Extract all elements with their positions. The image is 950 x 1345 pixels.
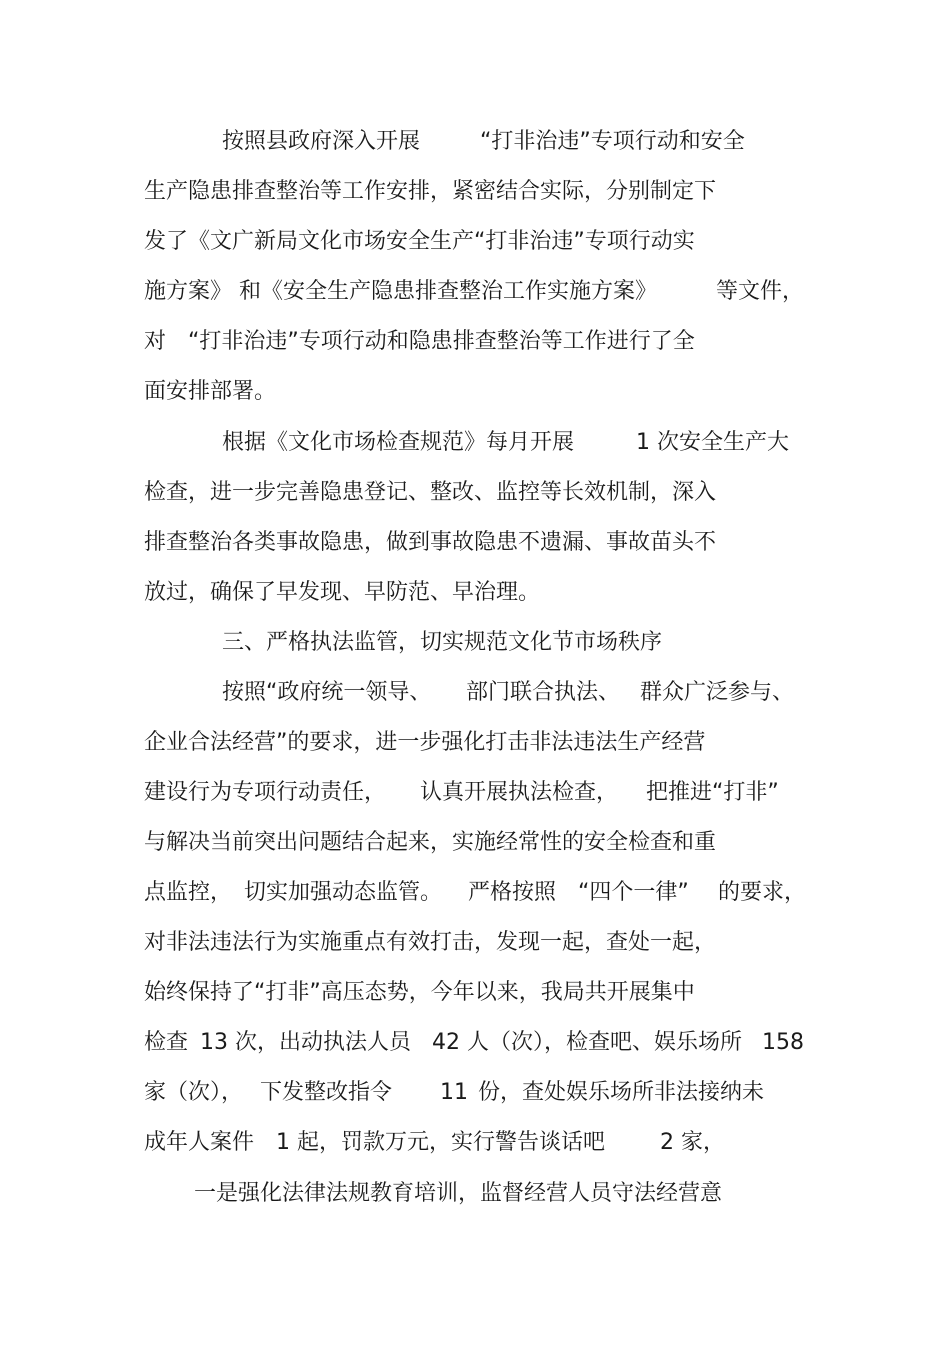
text-segment: “四个一律” — [578, 880, 689, 905]
text-segment: 成年人案件 — [144, 1130, 255, 1155]
text-segment: 11 — [440, 1080, 468, 1105]
text-line — [0, 778, 950, 828]
text-segment: 与解决当前突出问题结合起来，实施经常性的安全检查和重 — [144, 830, 717, 855]
text-line — [0, 277, 950, 327]
text-segment: 检查 — [144, 1030, 189, 1055]
section-heading — [0, 628, 950, 678]
text-segment: 施方案》 和《安全生产隐患排查整治工作实施方案》 — [144, 279, 657, 304]
text-segment: 1 起，罚款万元，实行警告谈话吧 — [276, 1130, 605, 1155]
text-segment: 企业合法经营”的要求，进一步强化打击非法违法生产经营 — [144, 730, 706, 755]
text-segment: 对非法违法行为实施重点有效打击，发现一起，查处一起， — [144, 930, 717, 955]
text-segment: 严格按照 — [468, 880, 557, 905]
text-segment: 按照“政府统一领导、 — [222, 680, 432, 705]
text-segment: 一是强化法律法规教育培训，监督经营人员守法经营意 — [194, 1181, 723, 1206]
text-line — [0, 978, 950, 1028]
text-segment: 点监控， — [144, 880, 233, 905]
text-segment: 42 人（次），检查吧、娱乐场所 — [432, 1030, 742, 1055]
text-segment: 的要求， — [718, 880, 807, 905]
heading-text: 三、严格执法监管，切实规范文化节市场秩序 — [222, 630, 663, 655]
text-segment: 对 — [144, 329, 167, 354]
text-segment: 2 家， — [660, 1130, 725, 1155]
text-line — [0, 478, 950, 528]
text-line — [0, 327, 950, 377]
text-segment: 部门联合执法、 — [466, 680, 621, 705]
text-segment: 等文件， — [716, 279, 805, 304]
text-segment: 发了《文广新局文化市场安全生产“打非治违”专项行动实 — [144, 229, 695, 254]
text-segment: 下发整改指令 — [260, 1080, 393, 1105]
text-segment: 面安排部署。 — [144, 379, 277, 404]
text-segment: “打非治违”专项行动和隐患排查整治等工作进行了全 — [188, 329, 695, 354]
text-segment: 158 — [762, 1030, 804, 1055]
text-segment: 建设行为专项行动责任， — [144, 780, 387, 805]
text-line — [0, 127, 950, 177]
text-line — [0, 227, 950, 277]
text-line — [0, 828, 950, 878]
text-line — [0, 377, 950, 427]
text-segment: 认真开展执法检查， — [420, 780, 619, 805]
text-segment: 放过，确保了早发现、早防范、早治理。 — [144, 580, 541, 605]
text-line — [0, 1078, 950, 1128]
text-segment: 排查整治各类事故隐患，做到事故隐患不遗漏、事故苗头不 — [144, 530, 717, 555]
text-line — [0, 678, 950, 728]
text-line — [0, 1179, 950, 1229]
text-segment: 家（次）， — [144, 1080, 244, 1105]
text-segment: 生产隐患排查整治等工作安排，紧密结合实际，分别制定下 — [144, 179, 717, 204]
text-line — [0, 1028, 950, 1078]
text-line — [0, 728, 950, 778]
text-segment: 群众广泛参与、 — [640, 680, 795, 705]
text-line — [0, 928, 950, 978]
text-line — [0, 878, 950, 928]
text-segment: 始终保持了“打非”高压态势，今年以来，我局共开展集中 — [144, 980, 695, 1005]
text-segment: “打非治违”专项行动和安全 — [480, 129, 745, 154]
text-line — [0, 177, 950, 227]
text-line — [0, 1128, 950, 1178]
text-segment: 根据《文化市场检查规范》每月开展 — [222, 430, 575, 455]
text-segment: 13 次，出动执法人员 — [200, 1030, 411, 1055]
text-line — [0, 528, 950, 578]
text-segment: 把推进“打非” — [646, 780, 779, 805]
text-segment: 1 次安全生产大 — [636, 430, 789, 455]
text-line — [0, 428, 950, 478]
text-segment: 检查，进一步完善隐患登记、整改、监控等长效机制，深入 — [144, 480, 717, 505]
text-segment: 切实加强动态监管。 — [244, 880, 443, 905]
text-segment: 按照县政府深入开展 — [222, 129, 421, 154]
text-segment: 份，查处娱乐场所非法接纳未 — [478, 1080, 765, 1105]
text-line — [0, 578, 950, 628]
